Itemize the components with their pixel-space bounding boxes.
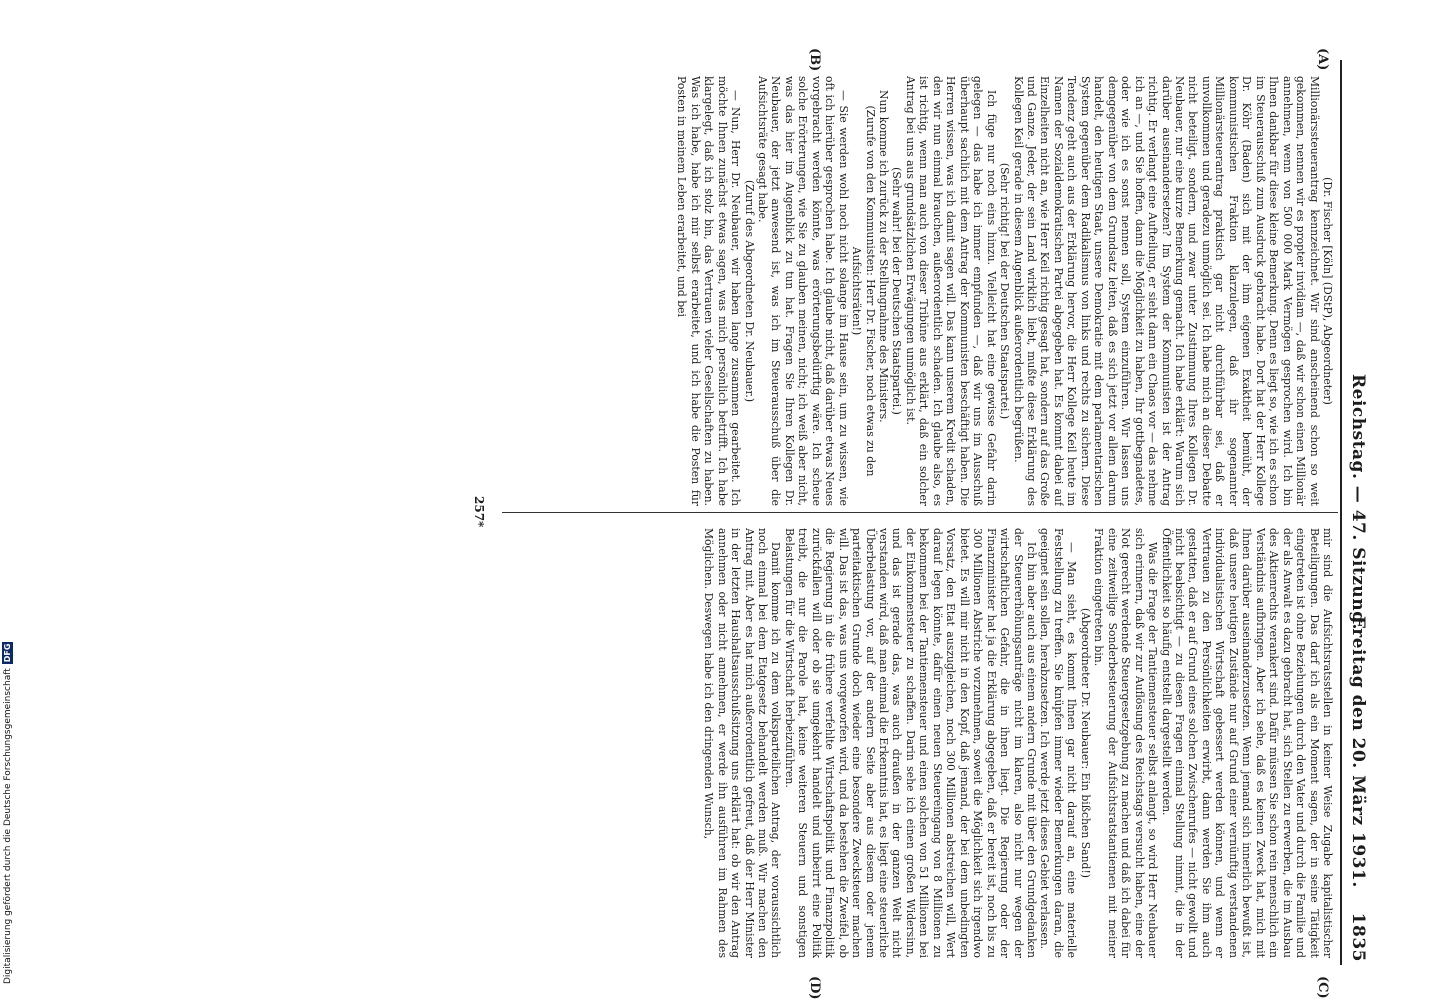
- margin-letter-a: (A): [1315, 48, 1330, 71]
- paragraph: — Sie werden wohl noch nicht solange im Hause sein, um zu wissen, wie oft ich hierüber gesprochen habe. Ich glaube nicht, daß darüber etwas Neues vorgebracht werden könnte, was erörterungsbedürftig wäre. Ich scheue solche Erörterungen, wie Sie zu glauben meinen, nicht; ich weiß aber nicht, was das hier im Augenblick zu tun hat. Fragen Sie Ihren Kollegen Dr. Neubauer, der jetzt anwesend ist, was ich im Steuerausschuß über die Aufsichtsräte gesagt habe.: [755, 76, 850, 506]
- header-title: Reichstag. — 47. Sitzung.: [1348, 374, 1368, 630]
- margin-letter-d: (D): [807, 976, 822, 1000]
- header-date: Freitag den 20. März 1931.: [1348, 616, 1368, 888]
- dfg-logo: DFG: [3, 643, 12, 663]
- right-column: [494, 528, 1334, 958]
- paragraph: Nun komme ich zurück zu der Stellungnahme des Ministers.: [877, 90, 891, 423]
- paragraph: Damit komme ich zu dem volksparteilichen Antrag, der voraussichtlich noch einmal bei dem Etatgesetz behandelt werden muß. Wir machen den Antrag mit. Aber es hat mich außerordentlich gefreut, daß der Herr Minister in der letzten Haushaltsausschußsitzung uns erklärt hat: ob wir den Antrag annehmen oder nicht annehmen, er werde ihn ausführen im Rahmen des Möglichen. Deswegen habe ich den dringenden Wunsch,: [702, 528, 783, 958]
- interjection: (Zuruf des Abgeordneten Dr. Neubauer.): [742, 179, 756, 403]
- paragraph: — Man sieht, es kommt Ihnen gar nicht darauf an, eine materielle Feststellung zu treffen. Sie knüpfen immer wieder Bemerkungen daran, die geeignet sein sollen, herabzusetzen. Ich werde jetzt dieses Gebiet verlassen.: [1038, 528, 1079, 958]
- header-rule: [1340, 60, 1342, 965]
- digitization-text: Digitalisierung gefördert durch die Deutsche Forschungsgemeinschaft: [3, 668, 13, 984]
- left-column: [494, 76, 1334, 506]
- header-page-number: 1835: [1348, 912, 1368, 962]
- page-header: [1340, 56, 1374, 966]
- digitization-note: [1, 604, 15, 984]
- column-divider: [502, 512, 1338, 513]
- interjection: (Zurufe von den Kommunisten: Herr Dr. Fischer, noch etwas zu den Aufsichtsräten!): [850, 105, 877, 477]
- interjection: (Sehr wahr! bei der Deutschen Staatspartei.): [890, 167, 904, 415]
- paragraph: Ich füge nur noch eins hinzu. Vielleicht hat eine gewisse Gefahr darin gelegen — das habe ich immer empfunden —, daß wir uns im Ausschuß überhaupt sachlich mit dem Antrag der Kommunisten beschäftigt haben. Die Herren wissen, was ich damit sagen will. Das kann unserem Kredit schaden, den wir nun einmal brauchen, außerordentlich schaden. Ich glaube also, es ist richtig, wenn man auch von dieser Tribüne aus erklärt, daß ein solcher Antrag bei uns aus grundsätzlichen Erwägungen unmöglich ist.: [903, 76, 998, 506]
- paragraph: Ich bin aber auch aus einem andern Grunde mit über den Grundgedanken der Steuererhöhungsanträge nicht im klaren, also nicht nur wegen der wirtschaftlichen Gefahr, die in ihnen liegt. Die Regierung oder der Finanzminister hat ja die Erklärung abgegeben, daß er bereit ist, noch bis zu 300 Millionen Abstriche vorzunehmen, soweit die Möglichkeit sich irgendwo bietet. Es will mir nicht in den Kopf, daß jemand, der bei dem unbedingten Vorsatz, den Etat auszugleichen, noch 300 Millionen abstreichen will, Wert darauf legen könnte, dafür einen neuen Steuereingang von 8 Millionen zu bekommen bei der Tantiemensteuer und einen solchen von 51 Millionen bei der Einkommensteuer zu schaffen. Darin sehe ich einen großen Widersinn, und das ist gerade das, was auch draußen in der ganzen Welt nicht verstanden wird, daß man einmal die Erkenntnis hat, es liegt eine steuerliche Überbelastung vor, auf der andern Seite aber aus diesem oder jenem parteitaktischen Grunde doch wieder eine besondere Zwecksteuer machen will. Das ist das, was uns vorgeworfen wird, und da bestehen die Zweifel, ob die Regierung in die frühere verfehlte Wirtschaftspolitik und Finanzpolitik zurückfallen will oder ob sie umgekehrt handelt und unbeirrt eine Politik treibt, die nur die Parole hat, keine weiteren Steuern und sonstigen Belastungen für die Wirtschaft herbeizuführen.: [782, 528, 1039, 958]
- paragraph: mir sind die Aufsichtsratsstellen in keiner Weise Zugabe kapitalistischer Beteiligungen. Das darf ich als ein Moment sagen, der in seine Tätigkeit eingetreten ist ohne Beziehungen durch den Vater und durch die Familie und der als Anwalt es dazu gebracht hat, sich Stellen zu erwerben, die im Ausbau des Aktienrechts verankert sind. Dafür müssen Sie schon rein menschlich ein Verständnis aufbringen. Aber ich sehe, daß es keinen Zweck hat, mich mit Ihnen darüber auseinanderzusetzen. Wenn jemand sich innerlich bewußt ist, daß unsere heutigen Zustände nur auf Grund einer vernünftig verstandenen individualistischen Wirtschaft gebessert werden können, und wenn er Vertrauen zu den Persönlichkeiten erwirbt, dann werden Sie ihm auch gestatten, daß er auf Grund eines solchen Zwischenrufes — nicht gewollt und nicht beabsichtigt — zu diesen Fragen einmal Stellung nimmt, die in der Öffentlichkeit so häufig entstellt dargestellt werden.: [1159, 528, 1334, 958]
- paragraph: — Nun, Herr Dr. Neubauer, wir haben lange zusammen gearbeitet. Ich möchte Ihnen zunächst etwas sagen, was mich persönlich betrifft. Ich habe klargelegt, daß ich stolz bin, das Vertrauen vieler Gesellschaften zu haben. Was ich habe, habe ich mir selbst erarbeitet, und ich habe die Posten für Posten in meinem Leben erarbeitet, und bei: [675, 76, 743, 506]
- margin-letter-b: (B): [807, 48, 822, 72]
- interjection: (Abgeordneter Dr. Neubauer: Ein bißchen Sand!): [1078, 608, 1092, 878]
- margin-letter-c: (C): [1315, 976, 1330, 999]
- page-footer-number: 257*: [472, 496, 486, 528]
- speaker-line: (Dr. Fischer [Köln] (DStP), Abgeordneter): [1321, 177, 1334, 405]
- paragraph: Was die Frage der Tantiemensteuer selbst anlangt, so wird Herr Neubauer sich erinnern, daß wir zur Auflösung des Reichstags versucht haben, eine der Not gerecht werdende Steuergesetzgebung zu machen und daß ich dabei für eine zeitweilige Sonderbesteuerung der Aufsichtsratstantiemen mit meiner Fraktion eingetreten bin.: [1092, 528, 1160, 958]
- paragraph: Millionärssteuerantrag kennzeichnet. Wir sind anscheinend schon so weit gekommen, nennen wir es propter invidiam —, daß wir schon einen Millionär annehmen, wenn von 500 000 Mark Vermögen gesprochen wird. Ich bin Ihnen dankbar für diese kleine Bemerkung. Denn es liegt so, wie ich es schon im Steuerausschuß zum Ausdruck gebracht habe. Dort hat der Herr Kollege Dr. Köhr (Baden) sich mit der ihm eigenen Exaktheit bemüht, der kommunistischen Fraktion klarzulegen, daß ihr sogenannter Millionärsteuerantrag praktisch gar nicht durchführbar sei, daß er unvollkommen und geradezu unmöglich sei. Ich habe mich an dieser Debatte nicht beteiligt, sondern, und zwar unter Zustimmung Ihres Kollegen Dr. Neubauer, nur eine kurze Bemerkung gemacht. Ich habe erklärt: Warum sich darüber auseinandersetzen? Im System der Kommunisten ist der Antrag richtig. Er verlangt eine Aufteilung, er sieht dann ein Chaos vor — das nehme ich an —, und Sie hoffen, dann die Möglichkeit zu haben, Ihr gottbegnadetes, oder wie ich es sonst nennen soll, System einzuführen. Wir lassen uns demgegenüber von dem Grundsatz leiten, daß es sich jetzt vor allem darum handelt, den heutigen Staat, unsere Demokratie mit dem parlamentarischen System gegenüber dem Radikalismus von links und rechts zu sichern. Diese Tendenz geht auch aus der Erklärung hervor, die Herr Kollege Keil heute im Namen der Sozialdemokratischen Partei abgegeben hat. Es kommt dabei auf Einzelheiten nicht an, wie Herr Keil richtig gesagt hat, sondern auf das Große und Ganze. Jeder, der sein Land wirklich liebt, mußte diese Erklärung des Kollegen Keil gerade in diesem Augenblick außerordentlich begrüßen.: [1011, 76, 1321, 506]
- interjection: (Sehr richtig! bei der Deutschen Staatspartei.): [998, 162, 1012, 420]
